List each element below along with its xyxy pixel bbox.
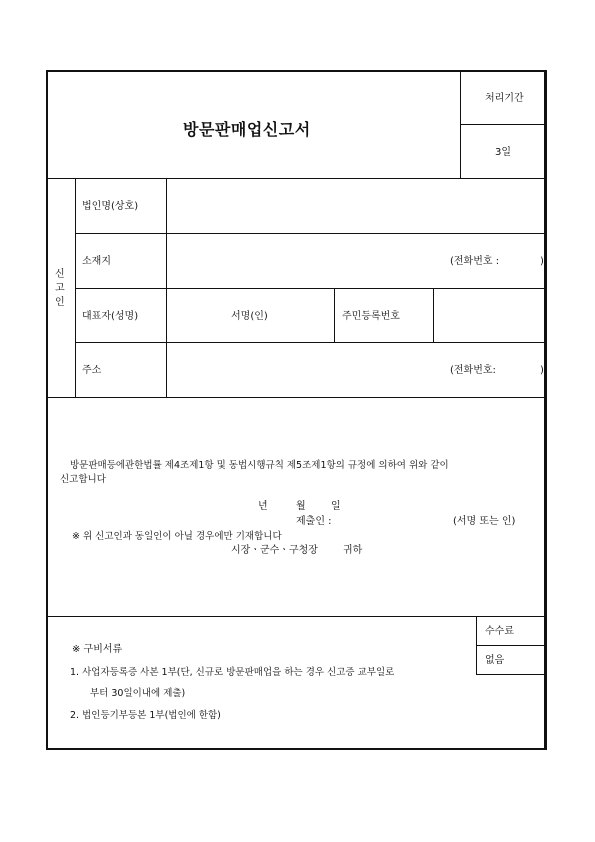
applicant-bottom-line	[47, 397, 546, 398]
processing-divider	[460, 124, 546, 125]
documents-top-line	[47, 616, 546, 617]
date-month: 월	[296, 501, 306, 512]
submitter-label: 제출인 :	[296, 516, 332, 527]
fee-middle-line	[476, 645, 546, 646]
resident-number-label: 주민등록번호	[342, 311, 400, 322]
fee-value: 없음	[485, 655, 505, 666]
declaration-line-1: 방문판매등에관한법률 제4조제1항 및 동법시행규칙 제5조제1항의 규정에 의하여 위와 같이	[70, 460, 449, 471]
declaration-note: ※ 위 신고인과 동일인이 아닐 경우에만 기재합니다	[72, 531, 282, 542]
date-day: 일	[331, 501, 341, 512]
row-line-3	[75, 342, 546, 343]
addressee-suffix: 귀하	[343, 545, 363, 556]
business-name-label: 법인명(상호)	[82, 201, 139, 212]
location-phone-label: (전화번호 :	[450, 256, 500, 267]
signature-label: 서명(인)	[231, 311, 268, 322]
address-phone-close: )	[540, 365, 544, 376]
signature-divider	[334, 288, 335, 342]
declaration-line-2: 신고합니다	[60, 474, 106, 485]
location-label: 소재지	[82, 256, 111, 267]
processing-period-value: 3일	[495, 147, 512, 158]
date-year: 년	[258, 501, 268, 512]
header-bottom-line	[47, 178, 546, 179]
form-title: 방문판매업신고서	[183, 120, 311, 139]
address-label: 주소	[82, 365, 102, 376]
address-phone-label: (전화번호:	[450, 365, 496, 376]
applicant-section-char-1: 신	[55, 269, 65, 280]
sign-or-seal-label: (서명 또는 인)	[453, 516, 516, 527]
addressee: 시장ㆍ군수ㆍ구청장	[231, 545, 318, 556]
document-item-1-line-1: 1. 사업자등록증 사본 1부(단, 신규로 방문판매업을 하는 경우 신고증 교부일로	[70, 667, 395, 678]
representative-label: 대표자(성명)	[82, 311, 139, 322]
document-item-2: 2. 법인등기부등본 1부(법인에 한함)	[70, 710, 221, 721]
document-item-1-line-2: 부터 30일이내에 제출)	[90, 688, 186, 699]
applicant-section-char-3: 인	[55, 297, 65, 308]
applicant-section-char-2: 고	[55, 283, 65, 294]
fee-label: 수수료	[485, 626, 514, 637]
row-line-1	[75, 233, 546, 234]
processing-period-label: 처리기간	[485, 93, 524, 104]
location-phone-close: )	[540, 256, 544, 267]
documents-heading: ※ 구비서류	[72, 644, 123, 655]
row-line-2	[75, 288, 546, 289]
resident-number-divider	[433, 288, 434, 342]
fee-bottom-line	[476, 674, 546, 675]
